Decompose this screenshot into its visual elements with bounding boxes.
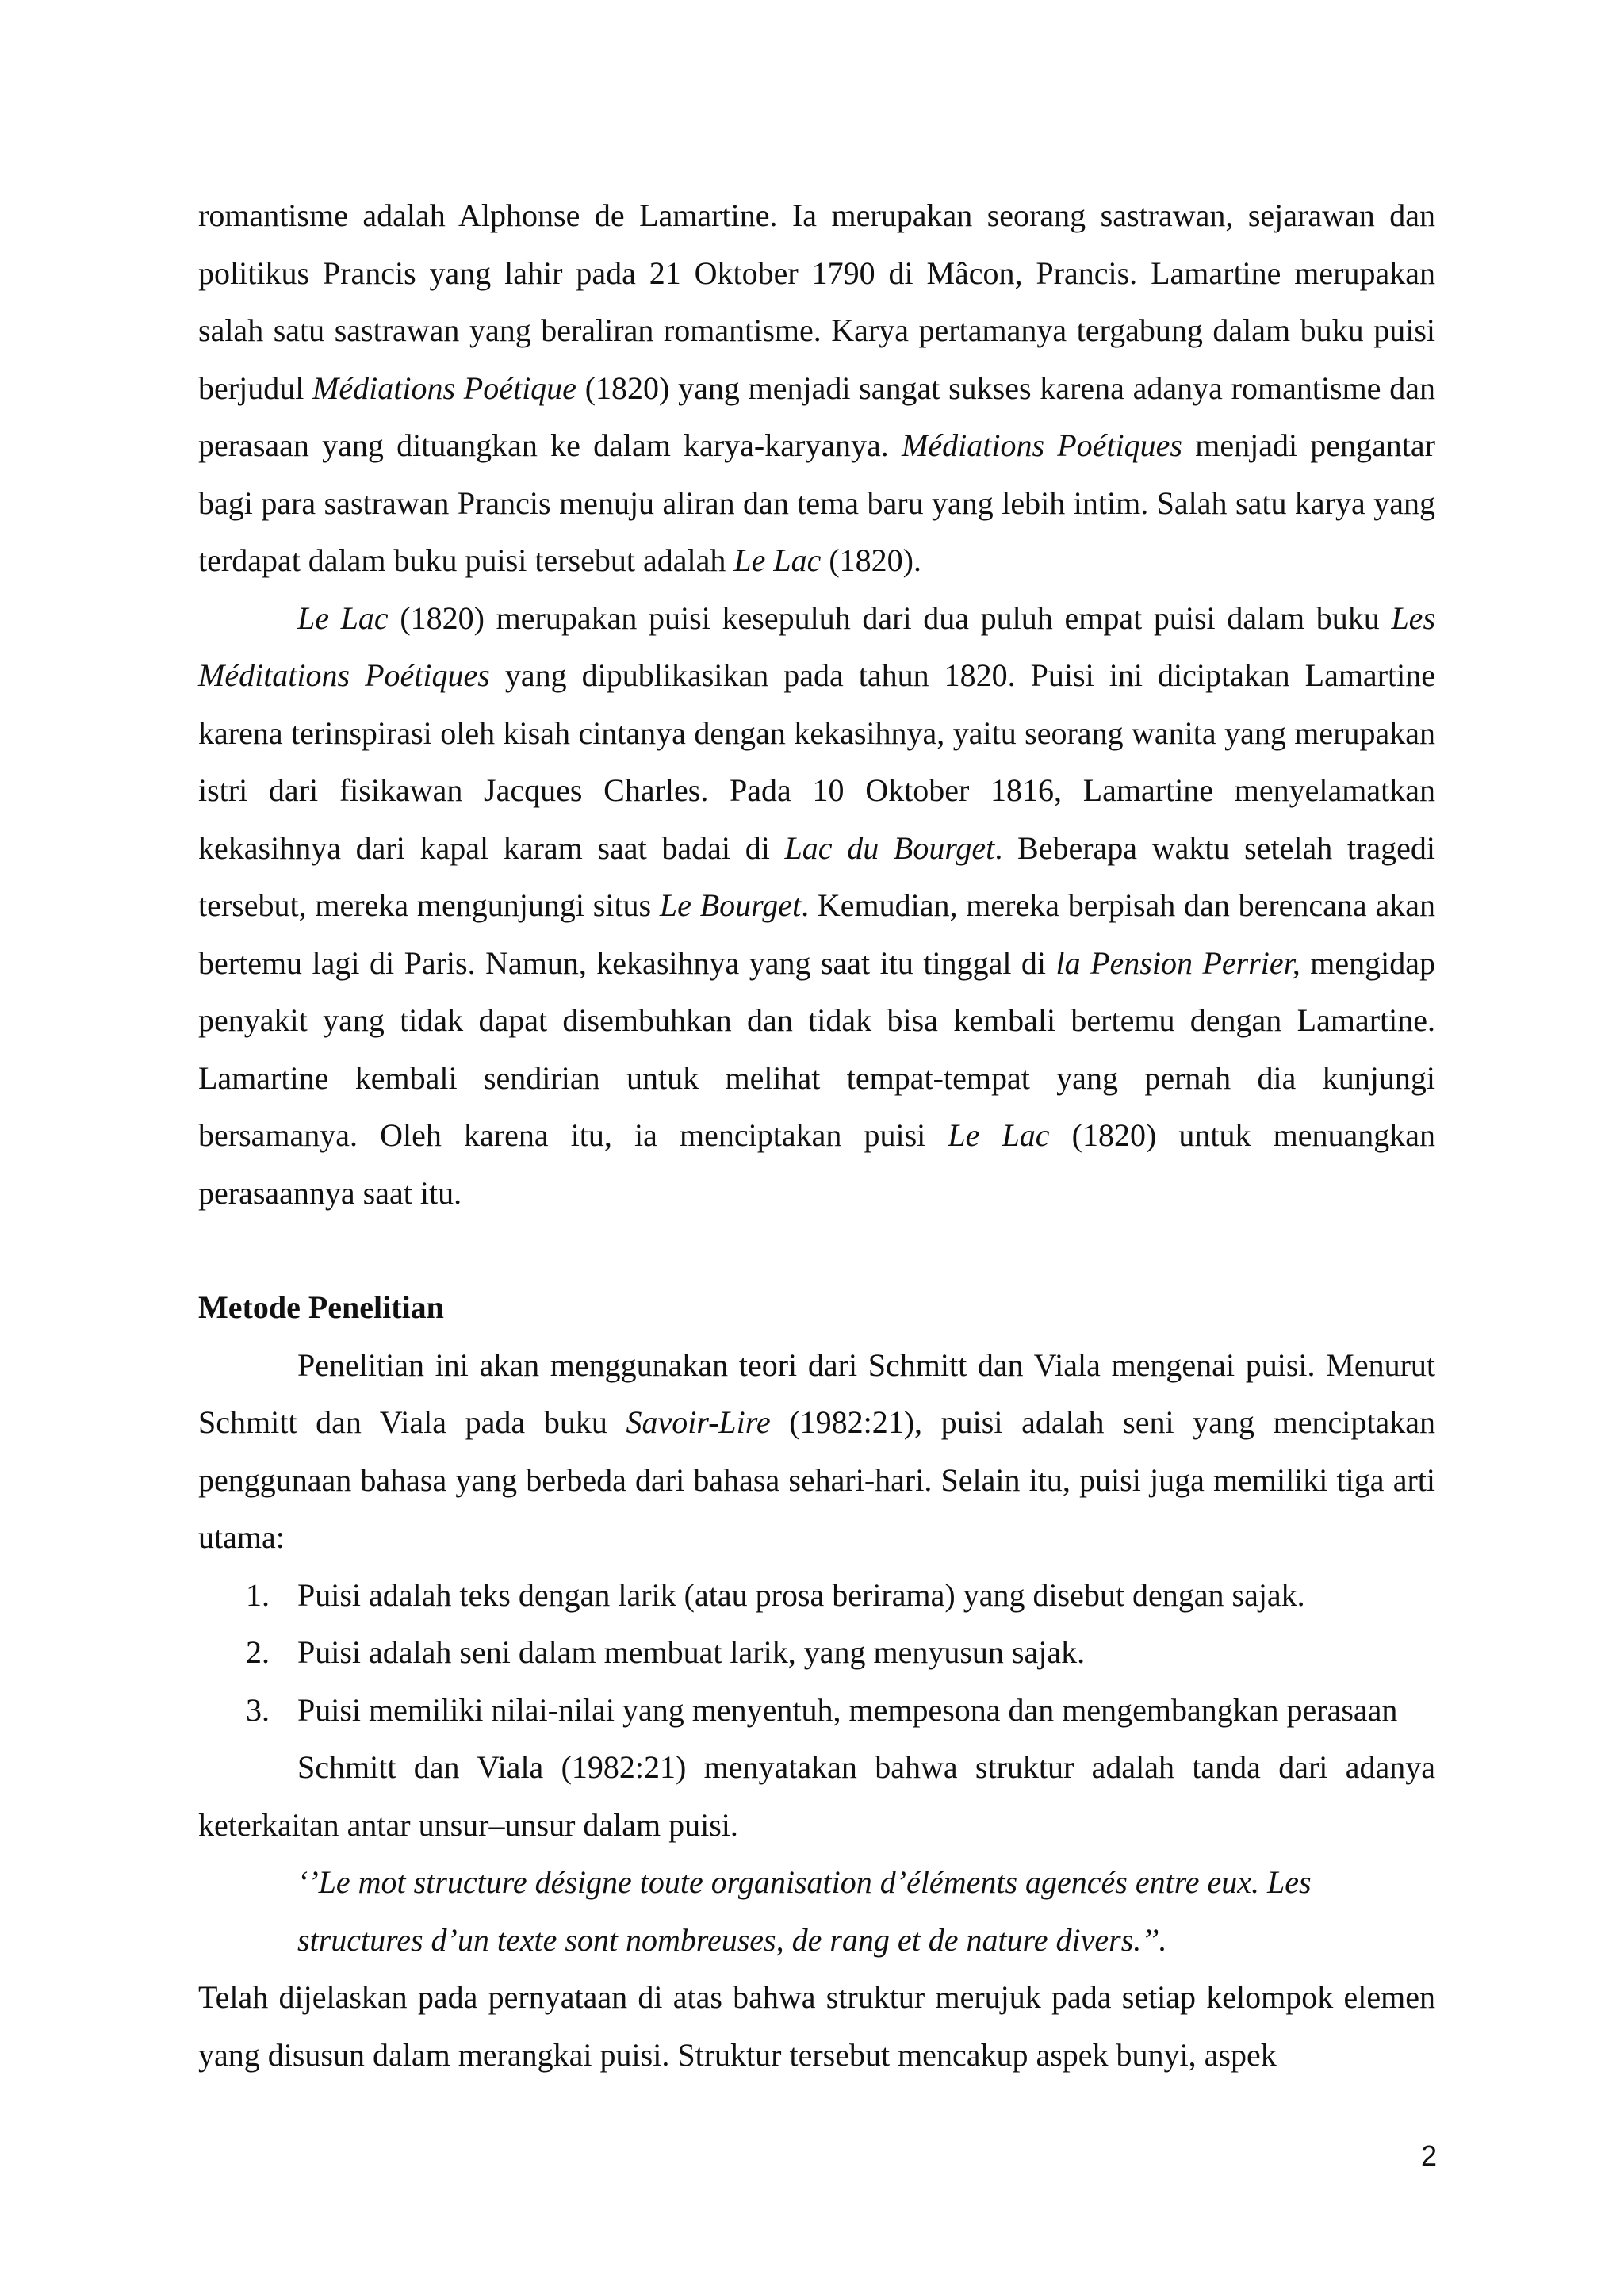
paragraph-le-lac [198, 590, 1435, 1223]
text-run: yang dipublikasikan pada tahun 1820. Puisi ini diciptakan Lamartine karena terinspirasi oleh kisah cintanya dengan kekasihnya, yaitu seorang wanita yang merupakan istri dari fisikawan Jacques Charles. Pada 10 Oktober 1816, Lamartine menyelamatkan kekasihnya dari kapal karam saat badai di [198, 657, 1435, 866]
section-gap [198, 1222, 1435, 1279]
text-run: (1820) merupakan puisi kesepuluh dari dua puluh empat puisi dalam buku [388, 599, 1392, 636]
meaning-list [198, 1567, 1435, 1740]
page-number: 2 [1420, 2139, 1437, 2172]
section-heading: Metode Penelitian [198, 1289, 444, 1325]
text-run: (1820). [821, 542, 921, 578]
italic-text-run: Le Lac [733, 542, 822, 578]
list-item [198, 1567, 1435, 1625]
paragraph-structure [198, 1739, 1435, 1854]
text-run: . Beberapa waktu setelah tragedi tersebut, mereka mengunjungi situs [198, 829, 1435, 923]
block-quote: ‘’Le mot structure désigne toute organisation d’éléments agencés entre eux. Les structures d’un texte sont nombreuses, de rang et de nature divers.’’. [297, 1864, 1312, 1958]
list-item-number: 3. [246, 1691, 270, 1728]
italic-text-run: Lac du Bourget [784, 829, 995, 866]
italic-text-run: la Pension Perrier, [1055, 944, 1300, 981]
paragraph-closing [198, 1969, 1435, 2084]
list-item-number: 2. [246, 1634, 270, 1670]
italic-text-run: Le Lac [297, 599, 389, 636]
list-item-number: 1. [246, 1576, 270, 1613]
text-run: . Kemudian, mereka berpisah dan berencana akan bertemu lagi di Paris. Namun, kekasihnya yang saat itu tinggal di [198, 887, 1435, 981]
text-run: Penelitian ini akan menggunakan teori dari Schmitt dan Viala mengenai puisi. Menurut Schmitt dan Viala pada buku [198, 1346, 1435, 1440]
text-run: romantisme adalah Alphonse de Lamartine. Ia merupakan seorang sastrawan, sejarawan dan politikus Prancis yang lahir pada 21 Oktober 1790 di Mâcon, Prancis. Lamartine merupakan salah satu sastrawan yang beraliran romantisme. Karya pertamanya tergabung dalam buku puisi berjudul [198, 197, 1435, 406]
text-run: Schmitt dan Viala (1982:21) menyatakan bahwa struktur adalah tanda dari adanya keterkaitan antar unsur–unsur dalam puisi. [198, 1749, 1435, 1843]
document-page [198, 187, 1435, 2084]
list-item-text: Puisi memiliki nilai-nilai yang menyentuh, mempesona dan mengembangkan perasaan [297, 1691, 1398, 1728]
text-run: (1820) untuk menuangkan perasaannya saat itu. [198, 1117, 1436, 1211]
italic-text-run: Savoir-Lire [626, 1404, 771, 1440]
italic-text-run: Le Lac [948, 1117, 1050, 1153]
italic-text-run: Le Bourget [659, 887, 802, 923]
list-item [198, 1682, 1435, 1740]
text-run: (1820) yang menjadi sangat sukses karena adanya romantisme dan perasaan yang dituangkan ke dalam karya-karyanya. [198, 370, 1435, 463]
list-item [198, 1624, 1435, 1682]
text-run: menjadi pengantar bagi para sastrawan Prancis menuju aliran dan tema baru yang lebih intim. Salah satu karya yang terdapat dalam buku puisi tersebut adalah [198, 427, 1435, 578]
text-run: Telah dijelaskan pada pernyataan di atas bahwa struktur merujuk pada setiap kelompok elemen yang disusun dalam merangkai puisi. Struktur tersebut mencakup aspek bunyi, aspek [198, 1979, 1435, 2073]
italic-text-run: Médiations Poétiques [902, 427, 1182, 463]
text-run: mengidap penyakit yang tidak dapat disembuhkan dan tidak bisa kembali bertemu dengan Lamartine. Lamartine kembali sendirian untuk melihat tempat-tempat yang pernah dia kunjungi bersamanya. Oleh karena itu, ia menciptakan puisi [198, 944, 1435, 1153]
paragraph-method [198, 1337, 1435, 1567]
paragraph-lamartine-intro [198, 187, 1435, 590]
list-item-text: Puisi adalah seni dalam membuat larik, yang menyusun sajak. [297, 1634, 1086, 1670]
list-item-text: Puisi adalah teks dengan larik (atau prosa berirama) yang disebut dengan sajak. [297, 1576, 1305, 1613]
text-run: (1982:21), puisi adalah seni yang menciptakan penggunaan bahasa yang berbeda dari bahasa sehari-hari. Selain itu, puisi juga memiliki tiga arti utama: [198, 1404, 1435, 1555]
italic-text-run: Médiations Poétique [312, 370, 576, 406]
italic-text-run: Les Méditations Poétiques [198, 599, 1436, 693]
